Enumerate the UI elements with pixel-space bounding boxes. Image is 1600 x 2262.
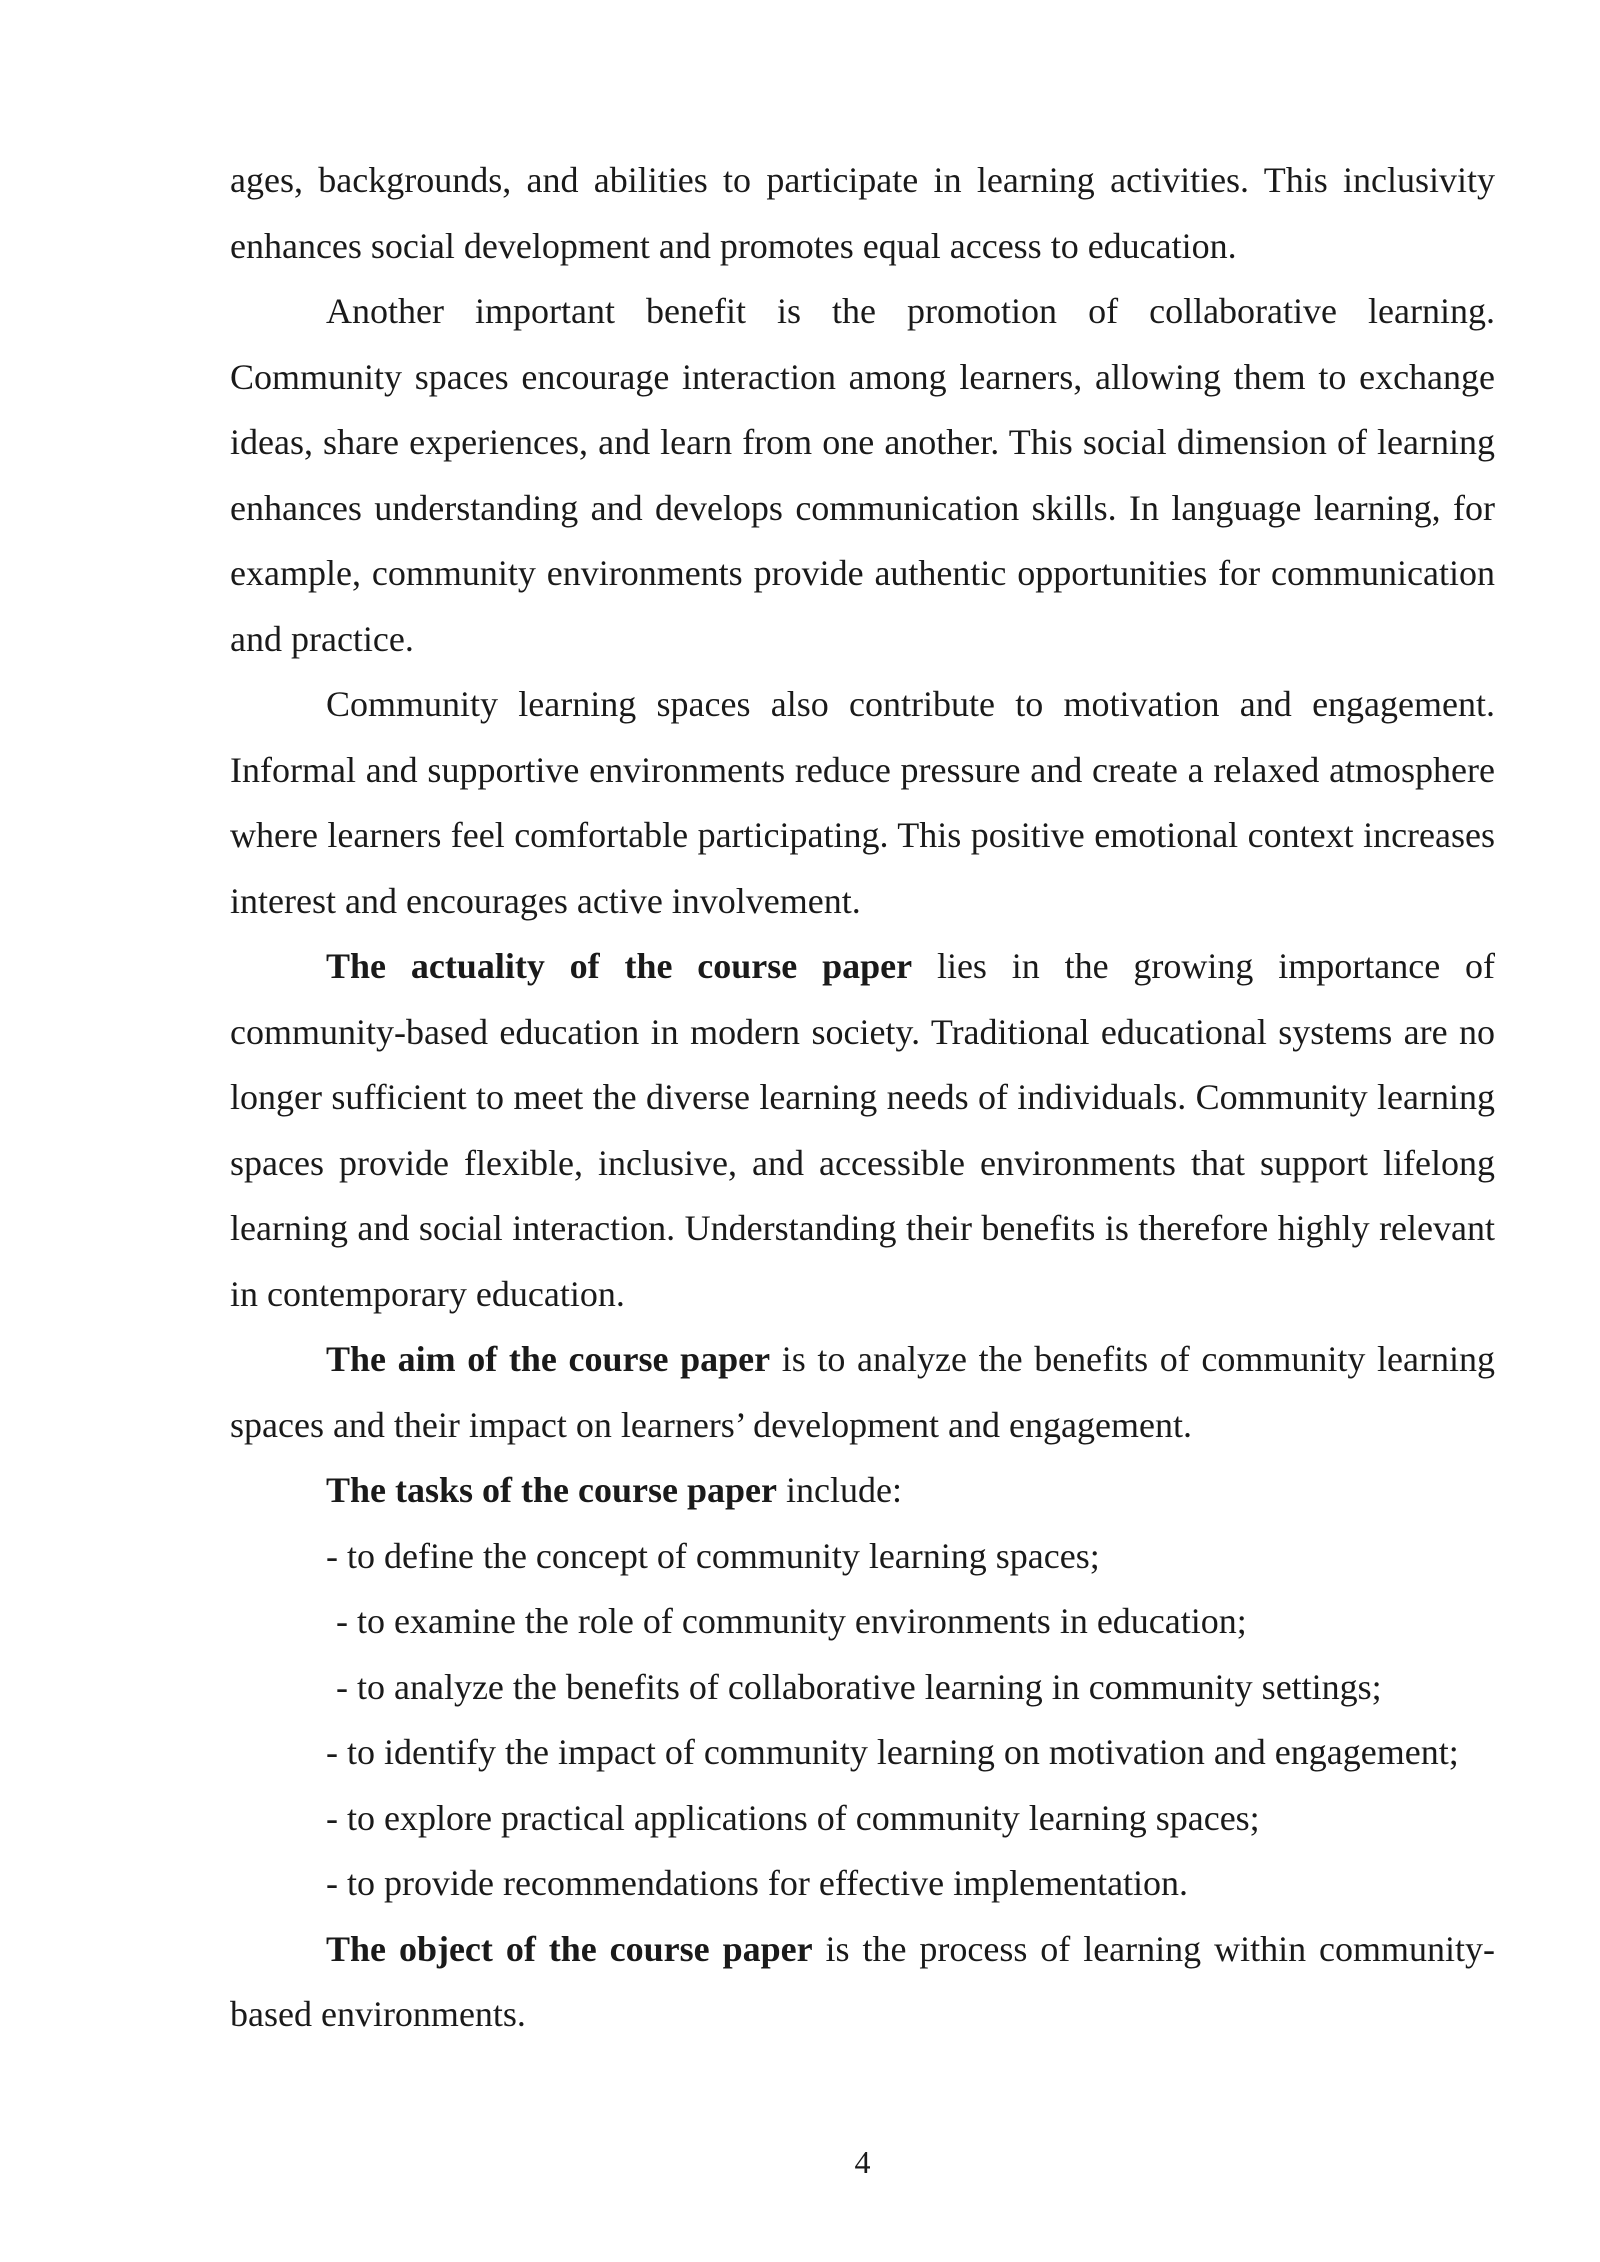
task-item: - to examine the role of community environments in education; xyxy=(336,1601,1247,1641)
task-item: - to analyze the benefits of collaborative learning in community settings; xyxy=(336,1666,1382,1707)
object-text: is the process of learning within community-based environments. xyxy=(230,1928,1495,2034)
actuality-heading: The actuality of the course paper xyxy=(326,946,913,986)
task-item: - to provide recommendations for effective implementation. xyxy=(326,1863,1189,1903)
paragraph-actuality xyxy=(230,934,1495,1327)
task-item: - to identify the impact of community learning on motivation and engagement; xyxy=(326,1732,1459,1772)
paragraph-motivation: Community learning spaces also contribute to motivation and engagement. Informal and supportive environments reduce pressure and create a relaxed atmosphere where learners feel comfortable participating. This positive emotional context increases interest and encourages active involvement. xyxy=(230,684,1495,921)
task-item: - to explore practical applications of community learning spaces; xyxy=(326,1797,1260,1838)
aim-text: is to analyze the benefits of community learning spaces and their impact on learners’ development and engagement. xyxy=(230,1339,1495,1445)
tasks-text: include: xyxy=(776,1470,902,1510)
paragraph-tasks xyxy=(230,1458,1495,1524)
paragraph-inclusivity: ages, backgrounds, and abilities to participate in learning activities. This inclusivity enhances social development and promotes equal access to education. xyxy=(230,160,1495,266)
document-page xyxy=(230,148,1495,2048)
object-heading: The object of the course paper xyxy=(326,1928,813,1969)
actuality-text: lies in the growing importance of community-based education in modern society. Traditional educational systems are no longer sufficient to meet the diverse learning needs of individuals. Community learning spaces provide flexible, inclusive, and accessible environments that support lifelong learning and social interaction. Understanding their benefits is therefore highly relevant in contemporary education. xyxy=(230,946,1495,1314)
task-item: - to define the concept of community learning spaces; xyxy=(326,1535,1100,1576)
aim-heading: The aim of the course paper xyxy=(326,1339,771,1379)
paragraph-collaborative-learning: Another important benefit is the promotion of collaborative learning. Community spaces encourage interaction among learners, allowing them to exchange ideas, share experiences, and learn from one another. This social dimension of learning enhances understanding and develops communication skills. In language learning, for example, community environments provide authentic opportunities for communication and practice. xyxy=(230,291,1495,659)
tasks-heading: The tasks of the course paper xyxy=(326,1470,777,1510)
paragraph-aim xyxy=(230,1327,1495,1458)
paragraph-object xyxy=(230,1917,1495,2048)
page-number: 4 xyxy=(854,2144,871,2180)
